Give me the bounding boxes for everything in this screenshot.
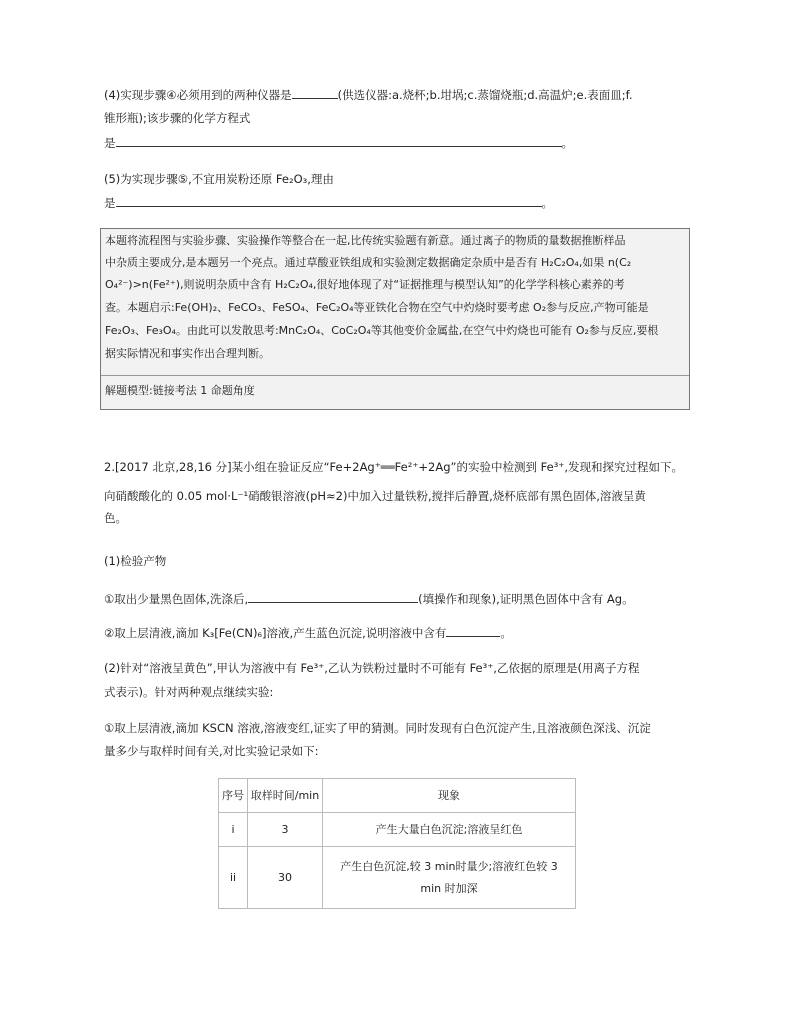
table-cell-observation [323, 847, 576, 909]
table-row [219, 813, 576, 847]
q2-part2-line2: 式表示)。针对两种观点继续实验: [104, 685, 274, 699]
q4-label-shi: 是 [104, 136, 116, 150]
q2-part1-title: (1)检验产物 [104, 554, 167, 568]
q4-line1 [104, 86, 633, 103]
q5-blank-reason[interactable] [116, 194, 542, 207]
table-cell-id: i [219, 813, 248, 847]
observation-text-line1: 产生白色沉淀,较 3 min时量少;溶液红色较 3 [340, 859, 558, 873]
table-header-observation: 现象 [323, 779, 576, 813]
analysis-line-6: 据实际情况和事实作出合理判断。 [105, 347, 270, 360]
analysis-line-4: 查。本题启示:Fe(OH)₂、FeCO₃、FeSO₄、FeC₂O₄等亚铁化合物在空气中灼烧时要考虑 O₂参与反应,产物可能是 [105, 301, 649, 314]
q2-part1-b-text1: ②取上层清液,滴加 K₃[Fe(CN)₆]溶液,产生蓝色沉淀,说明溶液中含有 [104, 626, 447, 640]
experiment-table [218, 778, 576, 909]
observation-text: 产生大量白色沉淀;溶液呈红色 [375, 822, 523, 836]
table-row [219, 847, 576, 909]
analysis-line-1: 本题将流程图与实验步骤、实验操作等整合在一起,比传统实验题有新意。通过离子的物质的量数据推断样品 [105, 234, 626, 247]
table-cell-id: ii [219, 847, 248, 909]
q2-intro-1: 2.[2017 北京,28,16 分]某小组在验证反应“Fe+2Ag⁺══Fe²⁺+2Ag”的实验中检测到 Fe³⁺,发现和探究过程如下。 [104, 460, 684, 474]
q2-part1-a [104, 590, 634, 607]
q5-line1: (5)为实现步骤⑤,不宜用炭粉还原 Fe₂O₃,理由 [104, 172, 334, 186]
q4-line3 [104, 134, 573, 151]
q4-line2: 锥形瓶);该步骤的化学方程式 [104, 111, 251, 125]
q4-text-b: (供选仪器:a.烧杯;b.坩埚;c.蒸馏烧瓶;d.高温炉;e.表面皿;f. [337, 88, 633, 102]
q2-part1-b [104, 624, 512, 641]
table-cell-time: 30 [248, 847, 323, 909]
q2-part2-a-line1: ①取上层清液,滴加 KSCN 溶液,溶液变红,证实了甲的猜测。同时发现有白色沉淀产生,且溶液颜色深浅、沉淀 [104, 721, 651, 735]
analysis-line-5: Fe₂O₃、Fe₃O₄。由此可以发散思考:MnC₂O₄、CoC₂O₄等其他变价金属盐,在空气中灼烧也可能有 O₂参与反应,要根 [105, 324, 659, 337]
table-header-row [219, 779, 576, 813]
q2-part1-a-text1: ①取出少量黑色固体,洗涤后, [104, 592, 249, 606]
q4-blank-equation[interactable] [116, 134, 562, 147]
q2-blank-operation[interactable] [248, 590, 418, 603]
q2-part1-b-period: 。 [500, 626, 512, 640]
q2-intro-3: 色。 [104, 511, 127, 525]
q2-part2-line1: (2)针对“溶液呈黄色”,甲认为溶液中有 Fe³⁺,乙认为铁粉过量时不可能有 Fe³⁺,乙依据的原理是(用离子方程 [104, 661, 640, 675]
analysis-line-3: O₄²⁻)>n(Fe²⁺),则说明杂质中含有 H₂C₂O₄,很好地体现了对“证据推理与模型认知”的化学学科核心素养的考 [105, 278, 625, 291]
q2-blank-ion[interactable] [446, 624, 500, 637]
q4-text-a: (4)实现步骤④必须用到的两种仪器是 [104, 88, 292, 102]
table-header-time: 取样时间/min [248, 779, 323, 813]
q2-part2-a-line2: 量多少与取样时间有关,对比实验记录如下: [104, 744, 319, 758]
observation-text-line2: min 时加深 [420, 881, 478, 895]
table-header-id: 序号 [219, 779, 248, 813]
analysis-divider [101, 375, 689, 376]
q4-blank-instruments[interactable] [292, 86, 338, 99]
q2-intro-2: 向硝酸酸化的 0.05 mol·L⁻¹硝酸银溶液(pH≈2)中加入过量铁粉,搅拌后静置,烧杯底部有黑色固体,溶液呈黄 [104, 489, 646, 503]
analysis-line-2: 中杂质主要成分,是本题另一个亮点。通过草酸亚铁组成和实验测定数据确定杂质中是否有 H₂C₂O₄,如果 n(C₂ [105, 256, 632, 269]
analysis-box [100, 228, 690, 410]
q2-part1-a-text2: (填操作和现象),证明黑色固体中含有 Ag。 [418, 592, 634, 606]
table-cell-time: 3 [248, 813, 323, 847]
solution-model: 解题模型:链接考法 1 命题角度 [105, 384, 255, 397]
q5-period: 。 [541, 196, 553, 210]
table-cell-observation [323, 813, 576, 847]
q5-line2 [104, 194, 553, 211]
q5-label-shi: 是 [104, 196, 116, 210]
q4-period: 。 [561, 136, 573, 150]
